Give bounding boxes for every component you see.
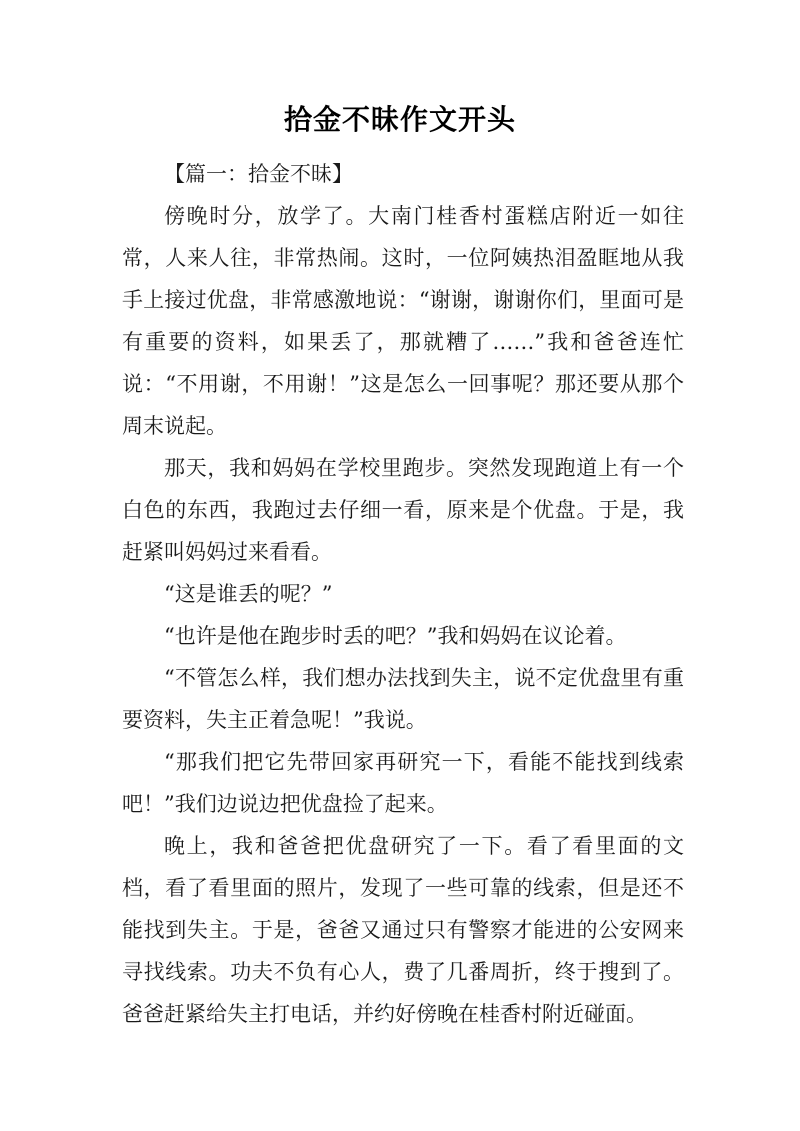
paragraph: 那天，我和妈妈在学校里跑步。突然发现跑道上有一个白色的东西，我跑过去仔细一看，原来是个优盘。于是，我赶紧叫妈妈过来看看。 — [122, 456, 684, 564]
paragraph: “不管怎么样，我们想办法找到失主，说不定优盘里有重要资料，失主正着急呢！”我说。 — [122, 666, 684, 732]
document-body — [122, 153, 684, 1035]
paragraph: “也许是他在跑步时丢的吧？”我和妈妈在议论着。 — [164, 624, 627, 648]
paragraph: “那我们把它先带回家再研究一下，看能不能找到线索吧！”我们边说边把优盘捡了起来。 — [122, 750, 684, 816]
section-heading: 【篇一：拾金不昧】 — [164, 162, 353, 186]
paragraph: “这是谁丢的呢？” — [164, 582, 333, 606]
document-title: 拾金不昧作文开头 — [283, 103, 516, 136]
paragraph: 晚上，我和爸爸把优盘研究了一下。看了看里面的文档，看了看里面的照片，发现了一些可靠的线索，但是还不能找到失主。于是，爸爸又通过只有警察才能进的公安网来寻找线索。功夫不负有心人，费了几番周折，终于搜到了。爸爸赶紧给失主打电话，并约好傍晚在桂香村附近碰面。 — [122, 834, 684, 1026]
paragraph: 傍晚时分，放学了。大南门桂香村蛋糕店附近一如往常，人来人往，非常热闹。这时，一位阿姨热泪盈眶地从我手上接过优盘，非常感激地说：“谢谢，谢谢你们，里面可是有重要的资料，如果丢了，那就糟了……”我和爸爸连忙说：“不用谢，不用谢！”这是怎么一回事呢？那还要从那个周末说起。 — [122, 204, 684, 438]
